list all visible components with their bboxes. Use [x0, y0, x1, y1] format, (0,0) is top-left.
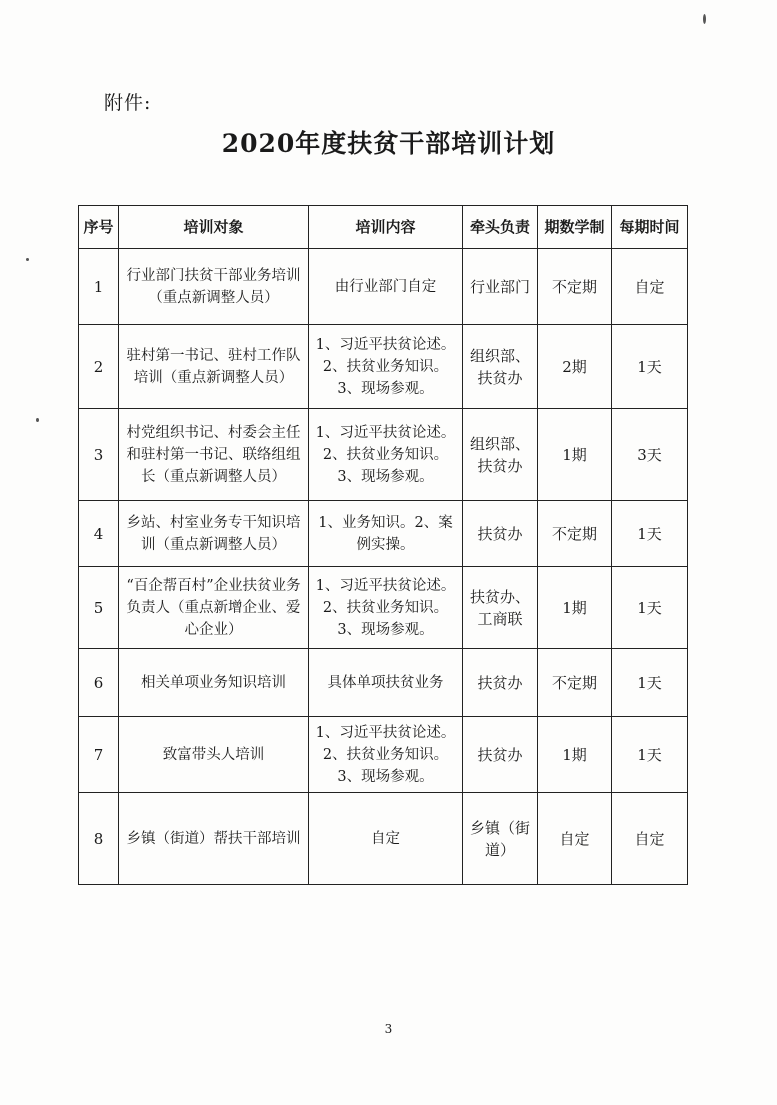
- cell-duration: 1天: [612, 325, 688, 409]
- cell-duration: 1天: [612, 501, 688, 567]
- header-training-content: 培训内容: [309, 206, 463, 249]
- cell-duration: 1天: [612, 649, 688, 717]
- cell-sessions: 不定期: [538, 249, 612, 325]
- cell-training-content: 由行业部门自定: [309, 249, 463, 325]
- cell-lead-department: 组织部、扶贫办: [463, 325, 538, 409]
- cell-training-target: 驻村第一书记、驻村工作队培训（重点新调整人员）: [119, 325, 309, 409]
- header-duration: 每期时间: [612, 206, 688, 249]
- cell-serial-no: 8: [79, 793, 119, 885]
- cell-lead-department: 扶贫办: [463, 501, 538, 567]
- table-row: [79, 501, 688, 567]
- cell-training-target: 乡站、村室业务专干知识培训（重点新调整人员）: [119, 501, 309, 567]
- cell-training-content: 1、习近平扶贫论述。2、扶贫业务知识。3、现场参观。: [309, 567, 463, 649]
- header-training-target: 培训对象: [119, 206, 309, 249]
- cell-lead-department: 组织部、扶贫办: [463, 409, 538, 501]
- page-number: 3: [384, 1022, 393, 1036]
- cell-duration: 1天: [612, 567, 688, 649]
- cell-serial-no: 7: [79, 717, 119, 793]
- scan-speck: [26, 258, 29, 261]
- table-header-row: [79, 206, 688, 249]
- cell-training-target: “百企帮百村”企业扶贫业务负责人（重点新增企业、爱心企业）: [119, 567, 309, 649]
- table-row: [79, 567, 688, 649]
- cell-sessions: 1期: [538, 567, 612, 649]
- header-lead-department: 牵头负责: [463, 206, 538, 249]
- cell-serial-no: 6: [79, 649, 119, 717]
- cell-lead-department: 扶贫办: [463, 649, 538, 717]
- cell-serial-no: 3: [79, 409, 119, 501]
- cell-training-content: 1、业务知识。2、案例实操。: [309, 501, 463, 567]
- cell-training-content: 1、习近平扶贫论述。2、扶贫业务知识。3、现场参观。: [309, 717, 463, 793]
- cell-training-content: 具体单项扶贫业务: [309, 649, 463, 717]
- cell-training-content: 自定: [309, 793, 463, 885]
- cell-training-content: 1、习近平扶贫论述。2、扶贫业务知识。3、现场参观。: [309, 325, 463, 409]
- table-row: [79, 325, 688, 409]
- table-row: [79, 649, 688, 717]
- cell-duration: 1天: [612, 717, 688, 793]
- cell-lead-department: 扶贫办、工商联: [463, 567, 538, 649]
- table-row: [79, 793, 688, 885]
- page-title: 2020年度扶贫干部培训计划: [221, 129, 556, 158]
- table-row: [79, 249, 688, 325]
- cell-sessions: 1期: [538, 409, 612, 501]
- cell-training-content: 1、习近平扶贫论述。2、扶贫业务知识。3、现场参观。: [309, 409, 463, 501]
- cell-training-target: 乡镇（街道）帮扶干部培训: [119, 793, 309, 885]
- cell-sessions: 1期: [538, 717, 612, 793]
- cell-duration: 自定: [612, 793, 688, 885]
- cell-lead-department: 乡镇（街道）: [463, 793, 538, 885]
- header-serial-no: 序号: [79, 206, 119, 249]
- cell-lead-department: 行业部门: [463, 249, 538, 325]
- cell-sessions: 2期: [538, 325, 612, 409]
- scan-speck: [703, 14, 706, 24]
- cell-training-target: 行业部门扶贫干部业务培训（重点新调整人员）: [119, 249, 309, 325]
- cell-duration: 自定: [612, 249, 688, 325]
- cell-training-target: 村党组织书记、村委会主任和驻村第一书记、联络组组长（重点新调整人员）: [119, 409, 309, 501]
- header-sessions: 期数学制: [538, 206, 612, 249]
- table-row: [79, 409, 688, 501]
- cell-serial-no: 1: [79, 249, 119, 325]
- cell-duration: 3天: [612, 409, 688, 501]
- cell-lead-department: 扶贫办: [463, 717, 538, 793]
- cell-serial-no: 2: [79, 325, 119, 409]
- cell-sessions: 不定期: [538, 501, 612, 567]
- attachment-label: 附件:: [104, 92, 152, 114]
- cell-training-target: 相关单项业务知识培训: [119, 649, 309, 717]
- cell-serial-no: 4: [79, 501, 119, 567]
- training-plan-table: [78, 205, 688, 885]
- scan-speck: [36, 418, 39, 422]
- cell-sessions: 自定: [538, 793, 612, 885]
- cell-sessions: 不定期: [538, 649, 612, 717]
- table-row: [79, 717, 688, 793]
- cell-training-target: 致富带头人培训: [119, 717, 309, 793]
- cell-serial-no: 5: [79, 567, 119, 649]
